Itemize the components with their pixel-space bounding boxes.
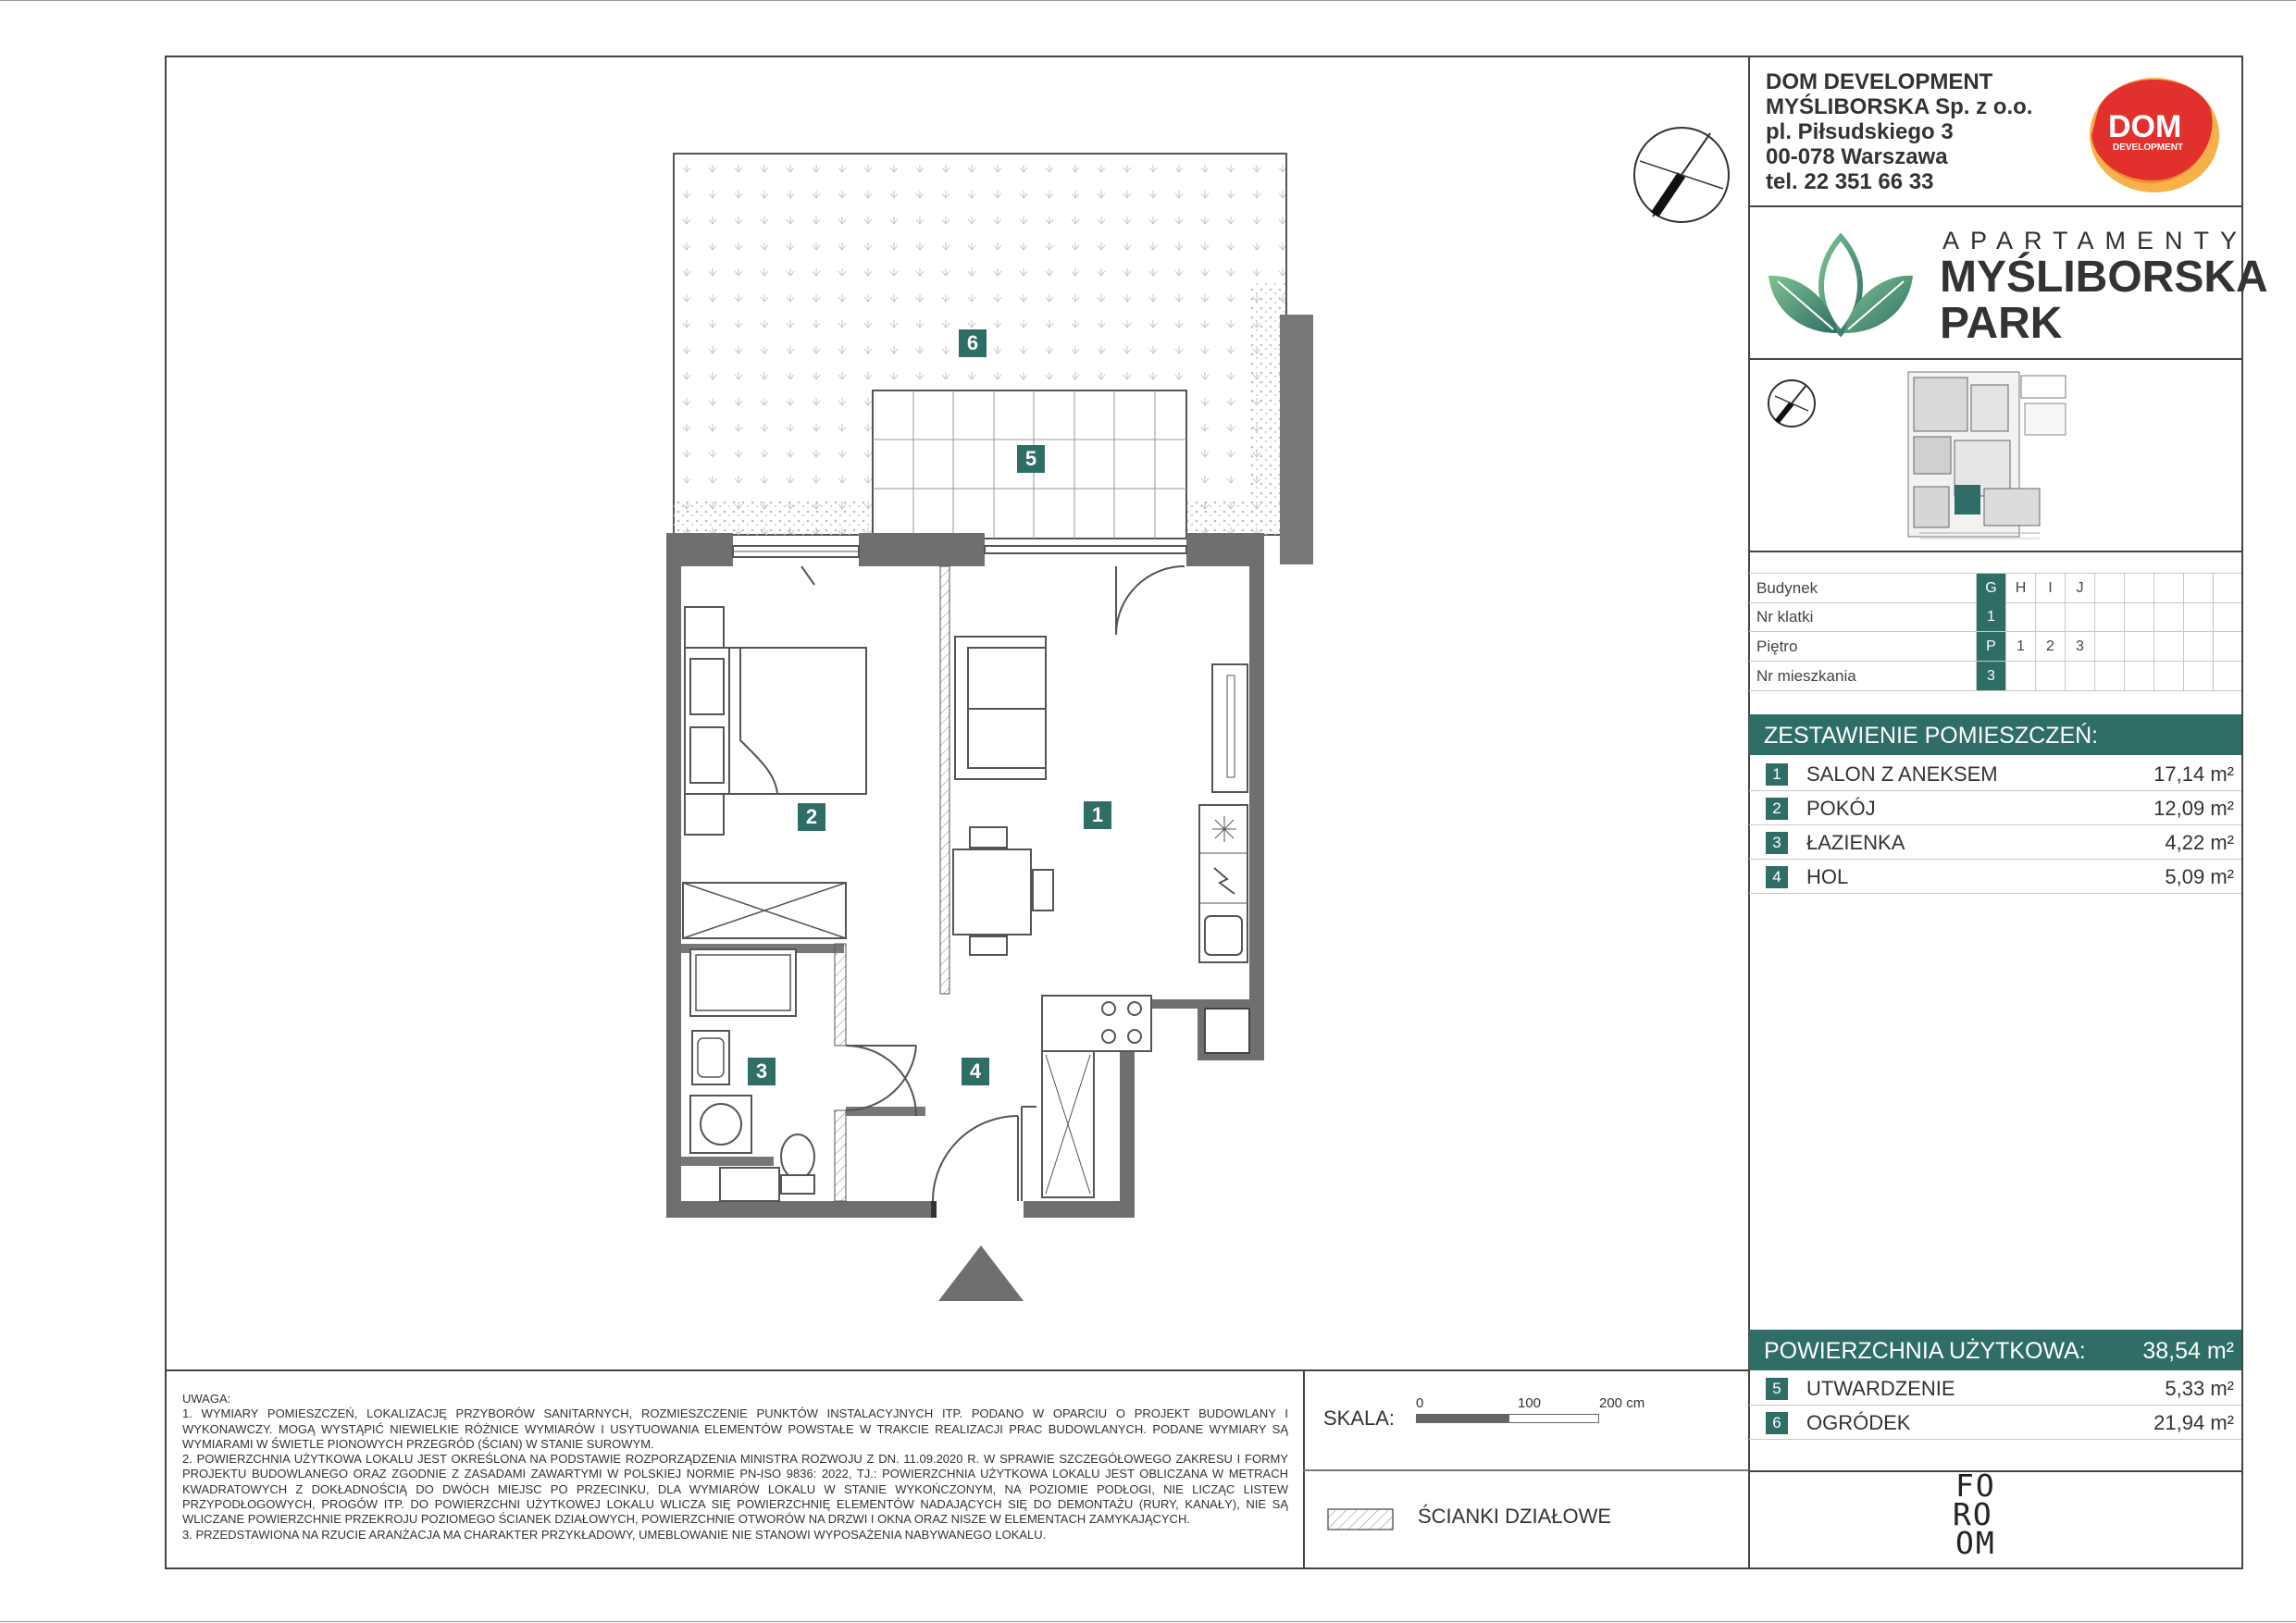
grid-cell xyxy=(2153,632,2183,661)
grid-cell: 3 xyxy=(1976,662,2005,690)
scale-label: SKALA: xyxy=(1323,1406,1396,1430)
room-number: 2 xyxy=(1766,798,1788,820)
grid-cell xyxy=(2035,662,2065,690)
grid-cell xyxy=(2153,602,2183,631)
grid-cell xyxy=(2183,662,2213,690)
extra-number: 5 xyxy=(1766,1378,1788,1400)
grid-cell xyxy=(2153,662,2183,690)
grid-cell xyxy=(2213,632,2242,661)
room-name: HOL xyxy=(1806,865,1849,888)
grid-cell xyxy=(2124,632,2153,661)
room-area: 4,22 m² xyxy=(2165,831,2234,854)
grid-cell xyxy=(2035,602,2065,631)
brand-line-1: MYŚLIBORSKA xyxy=(1940,253,2268,302)
plan-tag-terrace: 5 xyxy=(1017,445,1045,473)
floor-plan xyxy=(648,148,1351,1314)
extra-name: UTWARDZENIE xyxy=(1806,1377,1955,1400)
usable-area-label: POWIERZCHNIA UŻYTKOWA: xyxy=(1764,1338,2086,1364)
room-name: ŁAZIENKA xyxy=(1806,831,1905,854)
company-info xyxy=(1766,69,2032,194)
company-phone: tel. 22 351 66 33 xyxy=(1766,169,1934,194)
scale-bar-empty xyxy=(1508,1414,1599,1423)
partition-hatch-icon xyxy=(1327,1508,1394,1530)
grid-cell: G xyxy=(1976,574,2005,602)
rooms-header xyxy=(1749,714,2241,755)
extra-area: 21,94 m² xyxy=(2153,1411,2234,1434)
grid-cell xyxy=(2213,602,2242,631)
room-name: POKÓJ xyxy=(1806,797,1876,820)
grid-label-stairwell: Nr klatki xyxy=(1756,608,1814,626)
leaf-icon xyxy=(1763,229,1918,341)
grid-row-floor xyxy=(1749,632,2241,662)
notes-block xyxy=(182,1392,1288,1542)
brand-name xyxy=(1940,254,2268,347)
legend-label: ŚCIANKI DZIAŁOWE xyxy=(1418,1505,1612,1528)
grid-label-building: Budynek xyxy=(1756,579,1818,597)
scale-tick: 100 xyxy=(1518,1395,1542,1411)
scale-tick: 200 cm xyxy=(1599,1395,1645,1411)
grid-cell xyxy=(2005,662,2035,690)
room-number: 1 xyxy=(1766,763,1788,786)
note-item: 1. WYMIARY POMIESZCZEŃ, LOKALIZACJĘ PRZYBORÓW SANITARNYCH, ROZMIESZCZENIE PUNKTÓW INSTALACYJNYCH ITP. PODANO W OPARCIU O PROJEKT BUDOWLANY I WYKONAWCZY. MOGĄ WYSTĄPIĆ NIEWIELKIE RÓŻNICE WYMIARÓW I USYTUOWANIA ELEMENTÓW POWSTAŁE W TRAKCIE REALIZACJI PRAC BUDOWLANYCH. PODANE WYMIARY SĄ WYMIARAMI W ŚWIETLE PIONOWYCH PRZEGRÓD (ŚCIAN) W STANIE SUROWYM. xyxy=(182,1406,1288,1451)
sidebar-line-1 xyxy=(1748,205,2243,207)
notes-title: UWAGA: xyxy=(182,1392,231,1406)
grid-cell xyxy=(2213,662,2242,690)
sidebar-line-2 xyxy=(1748,358,2243,360)
sidebar-line-3 xyxy=(1748,551,2243,552)
foroom-line-1: FO xyxy=(1955,1468,1996,1504)
room-name: SALON Z ANEKSEM xyxy=(1806,762,1998,786)
scale-divider xyxy=(1303,1469,1749,1471)
foroom-logo xyxy=(1953,1468,1996,1561)
grid-row-building xyxy=(1749,573,2241,603)
company-city: 00-078 Warszawa xyxy=(1766,144,1948,169)
plan-tag-bathroom: 3 xyxy=(748,1058,776,1085)
top-border xyxy=(0,0,2296,1)
plan-tag-living-room: 1 xyxy=(1084,801,1111,829)
grid-row-stairwell xyxy=(1749,602,2241,632)
note-item: 3. PRZEDSTAWIONA NA RZUCIE ARANŻACJA MA CHARAKTER PRZYKŁADOWY, UMEBLOWANIE NIE STANOWI WYPOSAŻENIA NABYWANEGO LOKALU. xyxy=(182,1527,1047,1542)
company-name: DOM DEVELOPMENT xyxy=(1766,69,1993,94)
room-area: 5,09 m² xyxy=(2165,865,2234,888)
company-street: pl. Piłsudskiego 3 xyxy=(1766,119,1954,144)
foroom-line-3: OM xyxy=(1955,1525,1996,1561)
brand-line-2: PARK xyxy=(1940,299,2063,348)
grid-cell xyxy=(2124,602,2153,631)
grid-cell xyxy=(2124,662,2153,690)
room-area: 12,09 m² xyxy=(2153,797,2234,820)
extra-number: 6 xyxy=(1766,1412,1788,1434)
dom-logo xyxy=(2080,70,2225,196)
usable-area-bar xyxy=(1749,1330,2241,1370)
room-area: 17,14 m² xyxy=(2153,762,2234,786)
brand-top: APARTAMENTY xyxy=(1942,227,2249,254)
logo-text-top: DOM xyxy=(2108,109,2182,144)
room-row xyxy=(1749,791,2241,825)
plan-tag-garden: 6 xyxy=(959,329,987,357)
room-number: 4 xyxy=(1766,866,1788,888)
grid-cell xyxy=(2213,574,2242,602)
grid-cell xyxy=(2124,574,2153,602)
bottom-border xyxy=(0,1621,2296,1622)
extra-area: 5,33 m² xyxy=(2165,1377,2234,1400)
footer-divider xyxy=(165,1369,1749,1371)
grid-cell: 3 xyxy=(2065,632,2094,661)
grid-cell: 1 xyxy=(2005,632,2035,661)
compass-icon xyxy=(1631,124,1732,226)
grid-label-apartment: Nr mieszkania xyxy=(1756,667,1856,685)
room-row xyxy=(1749,860,2241,894)
grid-row-apartment xyxy=(1749,662,2241,691)
grid-cell xyxy=(2094,574,2124,602)
grid-cell xyxy=(2094,632,2124,661)
extra-row xyxy=(1749,1371,2241,1406)
logo-text-bottom: DEVELOPMENT xyxy=(2113,142,2184,153)
note-item: 2. POWIERZCHNIA UŻYTKOWA LOKALU JEST OKREŚLONA NA PODSTAWIE ROZPORZĄDZENIA MINISTRA ROZWOJU Z DN. 11.09.2020 R. W SPRAWIE SZCZEGÓŁOWEGO ZAKRESU I FORMY PROJEKTU BUDOWLANEGO ORAZ ZGODNIE Z ZASADAMI ZAWARTYMI W POLSKIEJ NORMIE PN-ISO 9836: 2022, TJ.: POWIERZCHNIA UŻYTKOWA LOKALU JEST OBLICZANA W METRACH KWADRATOWYCH Z DOKŁADNOŚCIĄ DO DWÓCH MIEJSC PO PRZECINKU, DLA WYMIARÓW LOKALU W STANIE WYKOŃCZONYM, NA POZIOMIE PODŁOGI, NIE LICZĄC LISTEW PRZYPODŁOGOWYCH, PROGÓW ITP. DO POWIERZCHNI UŻYTKOWEJ LOKALU WLICZA SIĘ POWIERZCHNIĘ ELEMENTÓW NADAJĄCYCH SIĘ DO DEMONTAŻU (RURY, KANAŁY), NIE SĄ WLICZANE POWIERZCHNIE PRZEKROJU POZIOMEGO ŚCIANEK DZIAŁOWYCH, POWIERZCHNIE OTWORÓW NA DRZWI I OKNA ORAZ NISZE W ELEMENTACH ZAMYKAJĄCYCH. xyxy=(182,1452,1288,1527)
foroom-line-2: RO xyxy=(1953,1496,1993,1532)
grid-cell xyxy=(2183,632,2213,661)
plan-tag-hall: 4 xyxy=(962,1058,989,1085)
compass-small-icon xyxy=(1766,378,1818,429)
grid-cell xyxy=(2094,662,2124,690)
grid-cell: 1 xyxy=(1976,602,2005,631)
scale-tick: 0 xyxy=(1416,1395,1424,1411)
scale-bar-filled xyxy=(1416,1414,1508,1423)
grid-cell: 2 xyxy=(2035,632,2065,661)
grid-label-floor: Piętro xyxy=(1756,638,1798,655)
grid-cell: H xyxy=(2005,574,2035,602)
room-row xyxy=(1749,825,2241,860)
usable-area-value: 38,54 m² xyxy=(2142,1338,2234,1364)
grid-cell xyxy=(2065,662,2094,690)
grid-cell xyxy=(2094,602,2124,631)
room-number: 3 xyxy=(1766,832,1788,854)
key-plan-thumbnail xyxy=(1901,366,2073,546)
grid-cell: P xyxy=(1976,632,2005,661)
rooms-header-label: ZESTAWIENIE POMIESZCZEŃ: xyxy=(1764,723,2099,749)
plan-tag-bedroom: 2 xyxy=(798,803,825,831)
grid-cell xyxy=(2153,574,2183,602)
grid-cell xyxy=(2183,602,2213,631)
grid-cell xyxy=(2183,574,2213,602)
grid-cell: I xyxy=(2035,574,2065,602)
room-row xyxy=(1749,757,2241,791)
company-subname: MYŚLIBORSKA Sp. z o.o. xyxy=(1766,94,2033,119)
grid-cell xyxy=(2065,602,2094,631)
extra-name: OGRÓDEK xyxy=(1806,1411,1911,1434)
grid-cell: J xyxy=(2065,574,2094,602)
grid-cell xyxy=(2005,602,2035,631)
extra-row xyxy=(1749,1406,2241,1440)
